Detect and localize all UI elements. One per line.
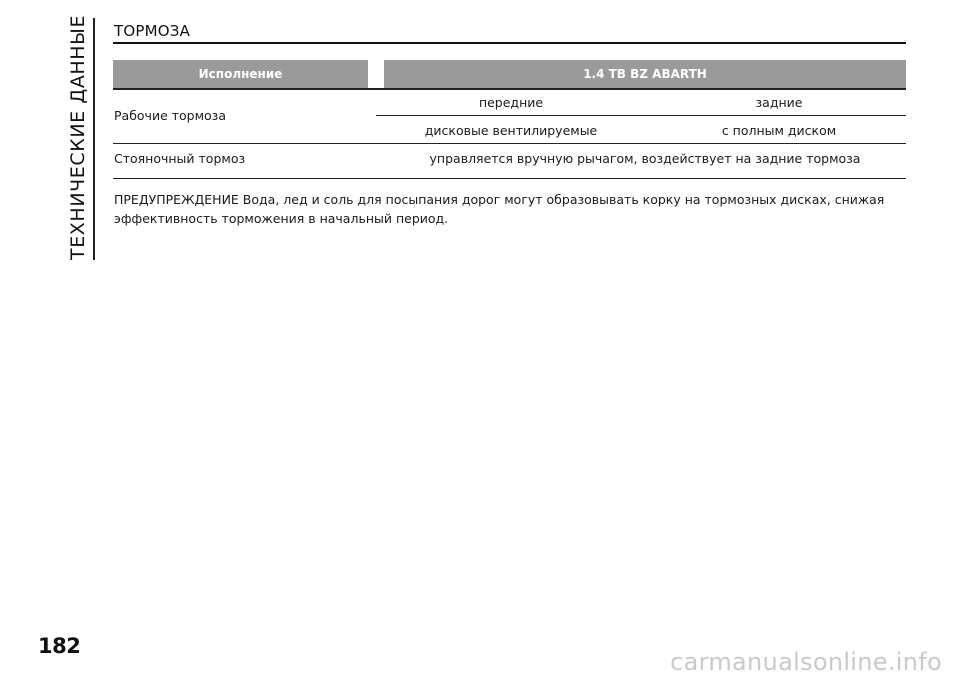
front-brakes-value: дисковые вентилируемые	[424, 123, 598, 138]
section-title: ТОРМОЗА	[114, 22, 191, 40]
table-bottom-rule	[113, 178, 906, 179]
rear-brakes-value: с полным диском	[721, 123, 837, 138]
table-header-left: Исполнение	[113, 60, 368, 88]
watermark: carmanualsonline.info	[670, 648, 942, 676]
side-section-title: ТЕХНИЧЕСКИЕ ДАННЫЕ	[67, 14, 89, 260]
front-brakes-header: передние	[478, 95, 544, 110]
side-rule	[93, 18, 95, 260]
parking-brake-label: Стояночный тормоз	[114, 151, 246, 166]
warning-note: ПРЕДУПРЕЖДЕНИЕ Вода, лед и соль для посыпания дорог могут образовывать корку на тормозных дисках, снижая эффективность торможения в начальный период.	[114, 192, 885, 226]
parking-brake-value: управляется вручную рычагом, воздействует на задние тормоза	[429, 151, 861, 166]
service-brakes-label: Рабочие тормоза	[114, 108, 226, 123]
side-title-wrapper	[62, 14, 94, 260]
section-title-rule	[113, 42, 906, 44]
service-brakes-rule	[113, 143, 906, 144]
table-header-right: 1.4 TB BZ ABARTH	[384, 60, 906, 88]
table-header-rule	[113, 88, 906, 90]
service-brakes-inner-rule	[376, 115, 906, 116]
page-number: 182	[38, 634, 81, 658]
rear-brakes-header: задние	[755, 95, 803, 110]
